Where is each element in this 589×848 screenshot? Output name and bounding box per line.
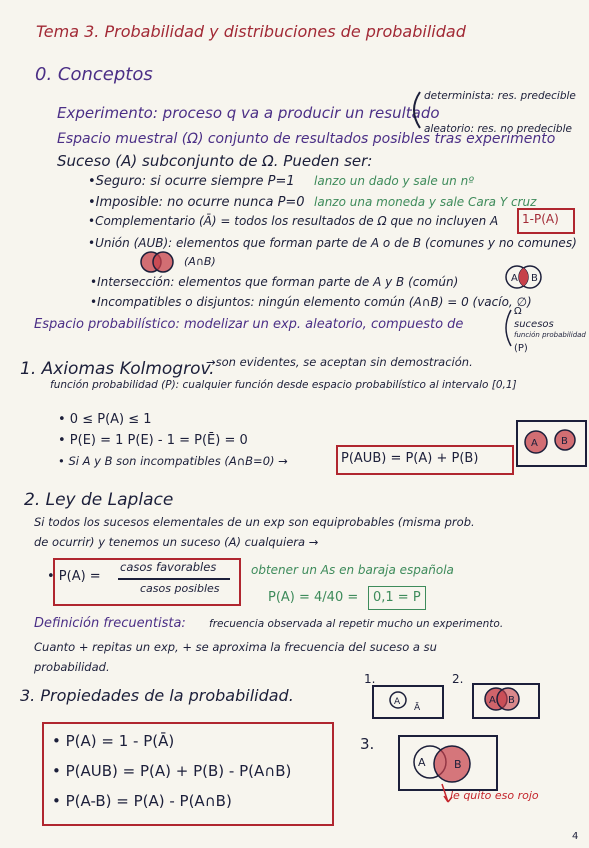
interseccion-venn-icon — [503, 264, 545, 290]
complementario-item: •Complementario (Ā) = todos los resultados de Ω que no incluyen A — [88, 214, 499, 228]
section-0-heading: 0. Conceptos — [35, 64, 153, 85]
funcion-probabilidad-line: función probabilidad (P): cualquier función desde espacio probabilístico al intervalo [0,1] — [50, 379, 517, 391]
esp-branch-sucesos: sucesos — [514, 319, 554, 330]
frecuentista-line-1: frecuencia observada al repetir mucho un experimento. — [209, 618, 504, 630]
svg-text:A: A — [511, 273, 518, 284]
union-item: •Unión (AUB): elementos que forman parte de A o de B (comunes y no comunes) — [88, 236, 577, 250]
svg-text:B: B — [531, 273, 538, 284]
section-3-heading: 3. Propiedades de la probabilidad. — [20, 686, 294, 705]
svg-text:A: A — [531, 438, 538, 449]
laplace-line-1: Si todos los sucesos elementales de un exp son equiprobables (misma prob. — [34, 515, 475, 529]
suceso-line: Suceso (A) subconjunto de Ω. Pueden ser: — [57, 152, 373, 170]
svg-text:A: A — [418, 756, 426, 769]
axiom-3: • Si A y B son incompatibles (A∩B=0) → — [58, 454, 288, 468]
axiom-3-box-text: P(AUB) = P(A) + P(B) — [341, 451, 479, 466]
determinista-branch: determinista: res. predecible — [424, 90, 576, 102]
red-annotation: le quito eso rojo — [450, 789, 539, 802]
seguro-example: lanzo un dado y sale un nº — [314, 174, 474, 188]
imposible-item: •Imposible: no ocurre nunca P=0 — [88, 195, 305, 210]
section-1-heading: 1. Axiomas Kolmogrov. — [20, 359, 215, 379]
union-venn-icon — [140, 250, 176, 274]
interseccion-item: •Intersección: elementos que forman parte de A y B (común) — [90, 275, 459, 289]
svg-text:B: B — [508, 695, 515, 706]
svg-text:B: B — [561, 436, 568, 447]
espacio-probabilistico-line: Espacio probabilístico: modelizar un exp. aleatorio, compuesto de — [34, 317, 464, 332]
complementario-box-text: 1-P(A) — [522, 212, 559, 226]
frecuentista-line-3: probabilidad. — [34, 660, 110, 674]
axiomas-note: →son evidentes, se aceptan sin demostración. — [206, 355, 473, 369]
frecuentista-line-2: Cuanto + repitas un exp, + se aproxima la frecuencia del suceso a su — [34, 640, 437, 654]
diagram-3-label: 3. — [360, 735, 375, 753]
laplace-example-1: obtener un As en baraja española — [251, 563, 454, 577]
laplace-numerator: casos favorables — [120, 560, 217, 574]
esp-branch-omega: Ω — [514, 306, 522, 317]
svg-text:A: A — [489, 695, 496, 706]
svg-text:B: B — [454, 758, 462, 771]
axiom-2: • P(E) = 1 P(E) - 1 = P(Ē) = 0 — [58, 433, 248, 448]
frecuentista-heading: Definición frecuentista: — [34, 616, 186, 631]
laplace-example-2: P(A) = 4/40 = — [268, 590, 359, 605]
propiedad-2: • P(AUB) = P(A) + P(B) - P(A∩B) — [52, 762, 292, 780]
seguro-item: •Seguro: si ocurre siempre P=1 — [88, 174, 295, 189]
axiom-1: • 0 ≤ P(A) ≤ 1 — [58, 412, 152, 427]
esp-branch-funcion: función probabilidad — [514, 331, 586, 339]
complement-diagram-icon — [388, 688, 428, 714]
union-diagram-icon — [480, 686, 528, 712]
esp-branch-p: (P) — [514, 343, 528, 354]
imposible-example: lanzo una moneda y sale Cara Y cruz — [314, 195, 537, 209]
propiedad-3: • P(A-B) = P(A) - P(A∩B) — [52, 792, 232, 810]
svg-text:A: A — [394, 697, 401, 707]
fraction-line — [118, 578, 230, 580]
section-2-heading: 2. Ley de Laplace — [24, 490, 174, 510]
brace-icon — [499, 308, 513, 348]
incompatibles-item: •Incompatibles o disjuntos: ningún elemento común (A∩B) = 0 (vacío, ∅) — [90, 295, 532, 309]
difference-diagram-icon — [408, 740, 482, 784]
disjoint-sets-icon — [520, 427, 580, 457]
anb-label: (A∩B) — [184, 255, 216, 268]
page-number: 4 — [572, 831, 579, 842]
diagram-1-label: 1. — [364, 672, 376, 686]
laplace-line-2: de ocurrir) y tenemos un suceso (A) cualquiera → — [34, 535, 319, 549]
svg-text:Ā: Ā — [414, 703, 421, 713]
laplace-denominator: casos posibles — [140, 582, 220, 595]
espacio-muestral-line: Espacio muestral (Ω) conjunto de resultados posibles tras experimento — [57, 131, 556, 147]
aleatorio-branch: aleatorio: res. no predecible — [424, 123, 572, 135]
laplace-formula-lhs: • P(A) = — [47, 569, 101, 584]
propiedad-1: • P(A) = 1 - P(Ā) — [52, 732, 175, 750]
diagram-2-label: 2. — [452, 672, 464, 686]
experimento-line: Experimento: proceso q va a producir un resultado — [57, 104, 440, 122]
laplace-result-text: 0,1 = P — [373, 590, 421, 605]
bracket-icon — [404, 88, 424, 132]
page-title: Tema 3. Probabilidad y distribuciones de probabilidad — [36, 22, 466, 41]
